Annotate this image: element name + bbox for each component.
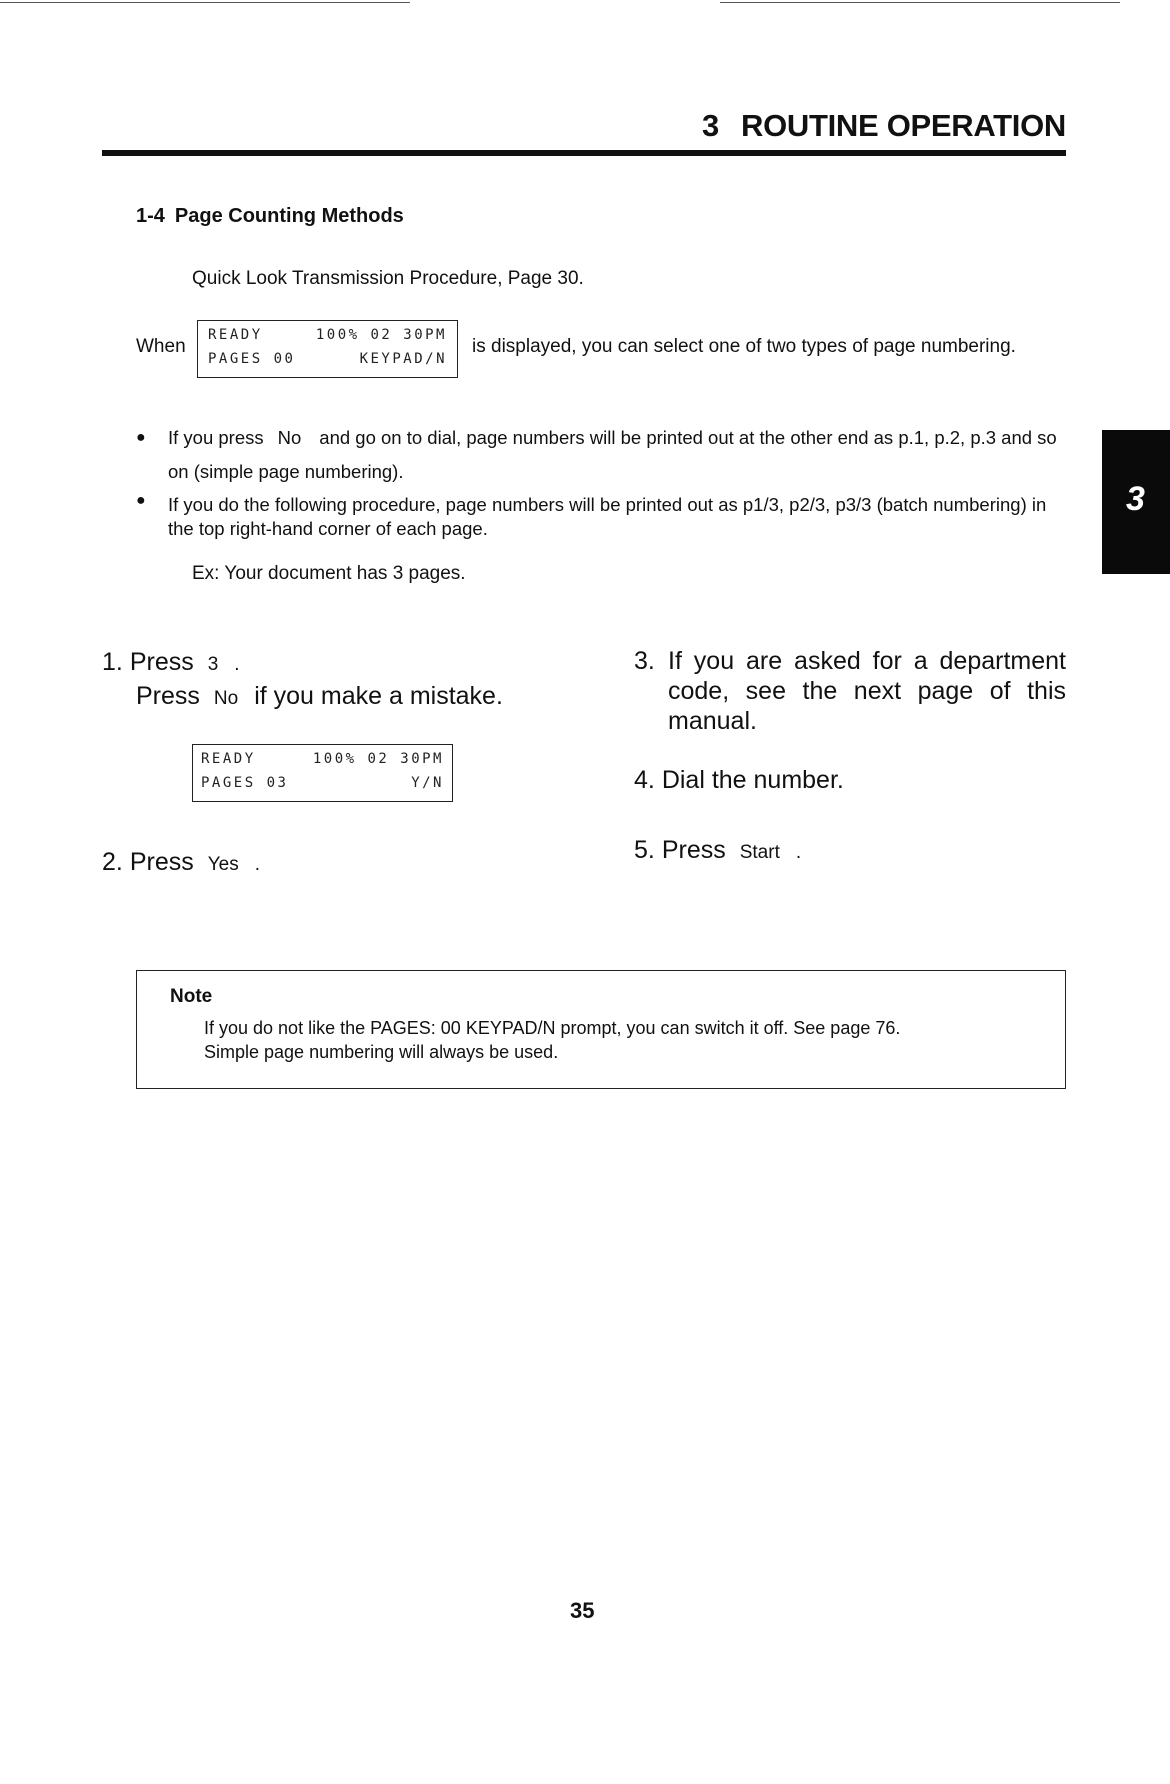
top-edge-line-right <box>720 2 1120 3</box>
key-3-label: 3 <box>207 654 219 675</box>
section-title: Page Counting Methods <box>174 205 404 227</box>
step-2 <box>102 848 260 877</box>
side-tab-number: 3 <box>1126 480 1145 518</box>
top-edge-line-left <box>0 2 410 3</box>
lcd-row1-right: 100% 02 30PM <box>315 327 447 343</box>
lcd-row2-right: Y/N <box>411 775 444 791</box>
step-period: . <box>234 654 240 675</box>
step-mistake-text: if you make a mistake. <box>254 682 503 710</box>
step-1-mistake <box>136 682 503 711</box>
step-number: 3. <box>634 647 655 675</box>
lcd-row2-left: PAGES 00 <box>208 351 296 367</box>
step-number: 4. <box>634 766 655 794</box>
note-line-1: If you do not like the PAGES: 00 KEYPAD/N prompt, you can switch it off. See page 76. <box>204 1018 901 1038</box>
key-start-label: Start <box>739 842 780 863</box>
section-number: 1-4 <box>136 205 165 227</box>
note-title: Note <box>170 986 213 1007</box>
key-no-label: No <box>213 688 239 709</box>
step-press: Press <box>129 848 194 876</box>
step-4-text: Dial the number. <box>661 766 844 794</box>
step-4 <box>634 766 844 795</box>
section-heading <box>136 205 404 228</box>
lcd-row1-left: READY <box>201 751 256 767</box>
step-period: . <box>254 854 260 875</box>
step-press: Press <box>661 836 726 864</box>
chapter-heading <box>702 108 1066 144</box>
step-1 <box>102 648 240 677</box>
displayed-text: is displayed, you can select one of two types of page numbering. <box>472 336 1016 357</box>
bullet-batch-numbering <box>136 493 1066 541</box>
lcd-display-ready-keypad <box>197 320 458 378</box>
lcd-display-ready-yn <box>192 744 453 802</box>
bullet-dot: ● <box>136 429 146 446</box>
step-5 <box>634 836 801 865</box>
step-number: 1. <box>102 648 123 676</box>
heading-rule <box>102 150 1066 156</box>
example-text: Ex: Your document has 3 pages. <box>192 563 466 584</box>
step-press: Press <box>129 648 194 676</box>
key-yes-label: Yes <box>207 854 239 875</box>
bullet2-text: If you do the following procedure, page numbers will be printed out as p1/3, p2/3, p3/3 (batch numbering) in the top right-hand corner of each page. <box>168 494 1047 539</box>
step-period: . <box>795 842 802 863</box>
chapter-number: 3 <box>702 108 719 143</box>
step-number: 5. <box>634 836 655 864</box>
chapter-title: ROUTINE OPERATION <box>740 108 1066 143</box>
bullet-dot: ● <box>136 492 146 509</box>
when-label: When <box>136 336 186 357</box>
page-number: 35 <box>570 1598 595 1623</box>
bullet-simple-numbering <box>136 421 1066 489</box>
step-3 <box>634 646 1066 736</box>
step-3-text: If you are asked for a department code, see the next page of this manual. <box>668 647 1066 735</box>
no-key-label: No <box>277 427 302 448</box>
chapter-side-tab <box>1102 430 1170 574</box>
quick-look-reference: Quick Look Transmission Procedure, Page 30. <box>192 268 584 289</box>
lcd-row2-right: KEYPAD/N <box>359 351 447 367</box>
lcd-row2-left: PAGES 03 <box>201 775 289 791</box>
step-number: 2. <box>102 848 123 876</box>
lcd-row1-left: READY <box>208 327 263 343</box>
bullet1-pre: If you press <box>168 427 264 448</box>
lcd-row1-right: 100% 02 30PM <box>312 751 444 767</box>
note-line-2: Simple page numbering will always be used. <box>204 1042 559 1062</box>
bullet1-post: and go on to dial, page numbers will be printed out at the other end as p.1, p.2, p.3 and so on (simple page numbering). <box>168 427 1057 482</box>
step-press: Press <box>136 682 200 710</box>
